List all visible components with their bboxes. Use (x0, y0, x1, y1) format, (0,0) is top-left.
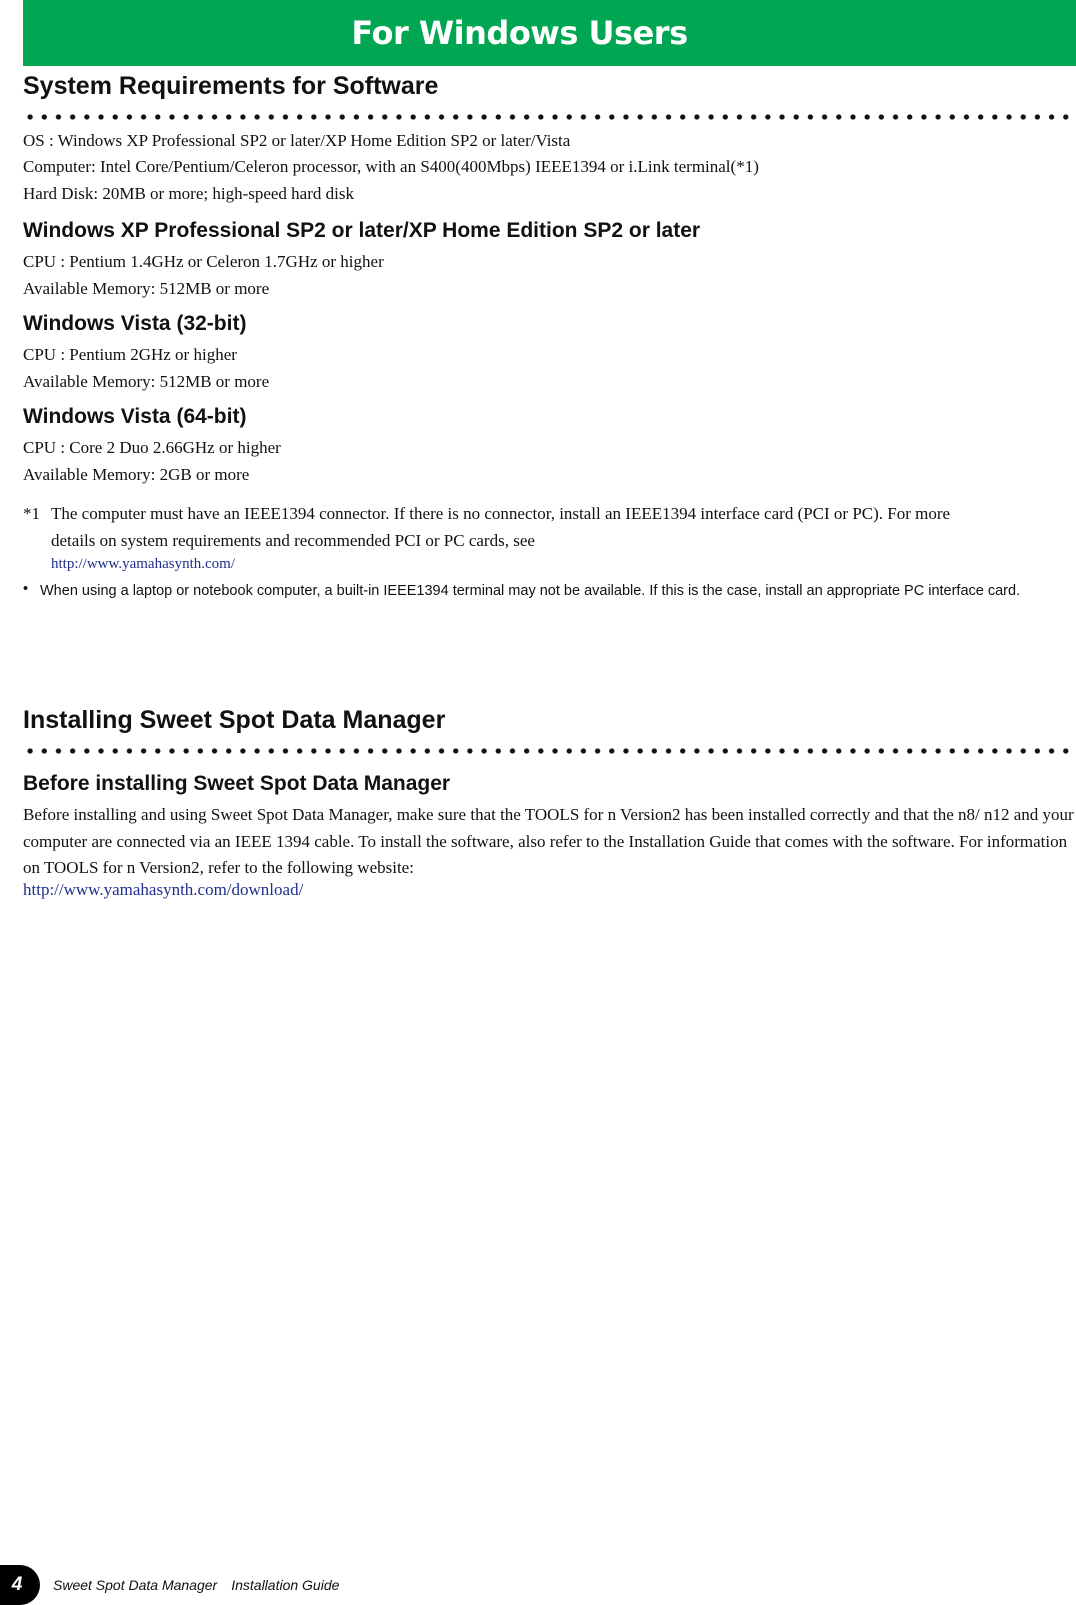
footer (53, 1577, 339, 1593)
xp-cpu: CPU : Pentium 1.4GHz or Celeron 1.7GHz or higher (23, 252, 384, 271)
page-number: 4 (0, 1565, 40, 1605)
footer-product: Sweet Spot Data Manager (53, 1577, 218, 1593)
vista32-memory: Available Memory: 512MB or more (23, 372, 270, 391)
before-installing-heading: Before installing Sweet Spot Data Manager (23, 772, 451, 795)
footnote-link[interactable]: http://www.yamahasynth.com/ (51, 556, 235, 572)
footnote-line-1: The computer must have an IEEE1394 connector. If there is no connector, install an IEEE1394 interface card (PCI or PC). For more (51, 504, 951, 523)
vista64-heading: Windows Vista (64-bit) (23, 405, 247, 428)
dotted-divider (23, 113, 1076, 121)
before-installing-paragraph: Before installing and using Sweet Spot Data Manager, make sure that the TOOLS for n Version2 has been installed correctly and that the n8/ n12 and your computer are connected via an IEEE 1394 cable. To install the software, also refer to the Installation Guide that comes with the software. For information on TOOLS for n Version2, refer to the following website: (23, 805, 1074, 877)
header-banner (23, 0, 1076, 66)
vista64-memory: Available Memory: 2GB or more (23, 465, 250, 484)
download-link[interactable]: http://www.yamahasynth.com/download/ (23, 880, 304, 899)
dotted-divider (23, 747, 1076, 755)
footnote-marker: *1 (23, 504, 40, 523)
section-title-installing: Installing Sweet Spot Data Manager (23, 706, 446, 734)
footer-doc-title: Installation Guide (231, 1577, 340, 1593)
section-title-system-requirements: System Requirements for Software (23, 72, 439, 100)
vista32-heading: Windows Vista (32-bit) (23, 312, 247, 335)
os-requirement: OS : Windows XP Professional SP2 or later/XP Home Edition SP2 or later/Vista (23, 131, 571, 150)
footnote-line-2: details on system requirements and recommended PCI or PC cards, see (51, 531, 535, 550)
computer-requirement: Computer: Intel Core/Pentium/Celeron processor, with an S400(400Mbps) IEEE1394 or i.Link terminal(*1) (23, 157, 759, 176)
vista64-cpu: CPU : Core 2 Duo 2.66GHz or higher (23, 438, 281, 457)
laptop-note: When using a laptop or notebook computer, a built-in IEEE1394 terminal may not be available. If this is the case, install an appropriate PC interface card. (40, 583, 1021, 599)
xp-heading: Windows XP Professional SP2 or later/XP Home Edition SP2 or later (23, 219, 701, 242)
bullet-marker: • (23, 581, 29, 597)
banner-title: For Windows Users (351, 14, 688, 52)
hard-disk-requirement: Hard Disk: 20MB or more; high-speed hard disk (23, 184, 354, 203)
xp-memory: Available Memory: 512MB or more (23, 279, 270, 298)
vista32-cpu: CPU : Pentium 2GHz or higher (23, 345, 237, 364)
